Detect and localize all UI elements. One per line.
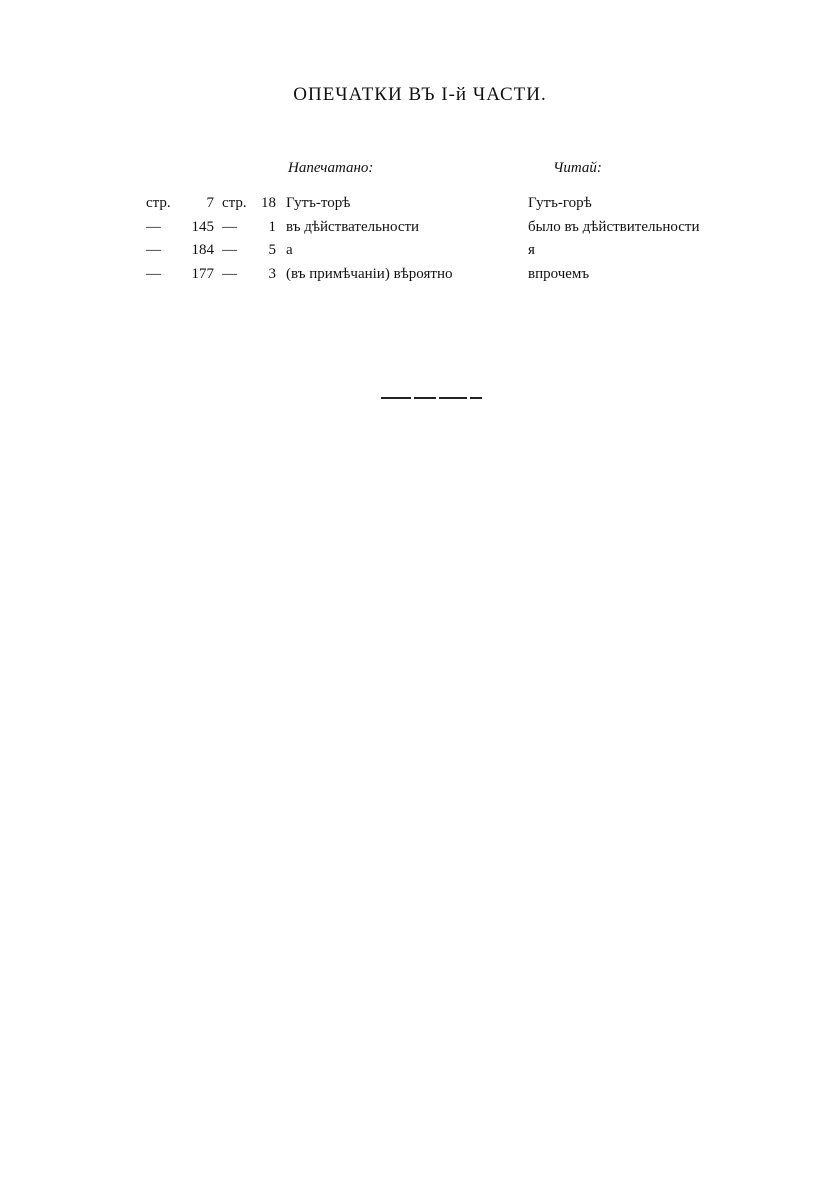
line-number: 1 <box>268 218 276 235</box>
errata-row <box>0 242 840 266</box>
page-number: 7 <box>206 195 214 211</box>
line-number: 3 <box>268 265 276 282</box>
page-label: — <box>146 218 161 235</box>
line-label: стр. <box>222 195 247 211</box>
page-label: — <box>146 242 161 258</box>
column-header-printed: Напечатано: <box>288 160 374 176</box>
printed-text: въ дѣйствательности <box>286 218 420 235</box>
rule-segment <box>439 397 467 399</box>
rule-segment <box>470 397 482 399</box>
correct-text: было въ дѣйствительности <box>528 218 700 235</box>
correct-text: впрочемъ <box>528 265 590 282</box>
correct-text: я <box>528 242 535 258</box>
rule-segment <box>381 397 411 399</box>
line-label: — <box>222 218 237 235</box>
page-title: ОПЕЧАТКИ ВЪ I-й ЧАСТИ. <box>293 84 547 105</box>
line-label: — <box>222 265 237 282</box>
decorative-rule <box>381 397 485 399</box>
line-label: — <box>222 242 237 258</box>
errata-row <box>0 219 840 243</box>
printed-text: (въ примѣчаніи) вѣроятно <box>286 265 453 282</box>
errata-row <box>0 266 840 290</box>
rule-segment <box>414 397 436 399</box>
page-label: — <box>146 265 161 282</box>
line-number: 18 <box>261 195 276 211</box>
page-number: 145 <box>191 218 214 235</box>
page-number: 184 <box>191 242 214 258</box>
line-number: 5 <box>268 242 276 258</box>
errata-list <box>0 195 840 289</box>
page-number: 177 <box>191 265 214 282</box>
printed-text: Гутъ-торѣ <box>286 195 351 211</box>
column-header-read: Читай: <box>553 160 602 176</box>
errata-row <box>0 195 840 219</box>
page-label: стр. <box>146 195 171 211</box>
printed-text: а <box>286 242 293 258</box>
correct-text: Гутъ-горѣ <box>528 195 592 211</box>
